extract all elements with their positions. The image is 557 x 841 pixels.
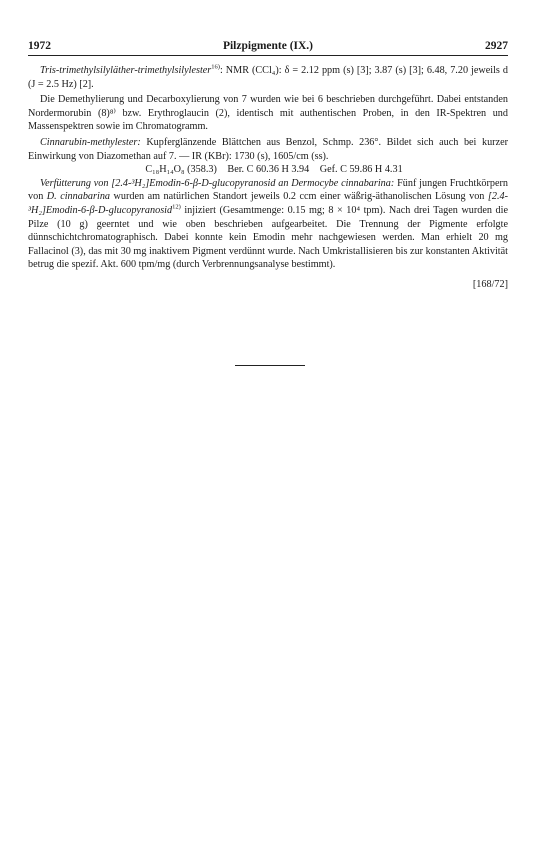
paragraph-demethylation	[28, 93, 508, 134]
paragraph-text: wurden am natürlichen Standort jeweils 0.2 ccm einer wäßrig-äthanolischen Lösung von	[110, 191, 488, 203]
molecular-formula: C₁₈H₁₄O₈ (358.3)	[145, 164, 217, 176]
elemental-analysis	[28, 163, 508, 177]
article-body	[28, 64, 508, 292]
paragraph-text: Die Demethylierung und Decarboxylierung von 7 wurden wie bei 6 beschrieben durchgeführt. Dabei entstanden Nordermorubin (8)⁸⁾ bzw. Erythroglaucin (2), identisch mit authentischen Proben, in den IR-Spektren und Massenspektren sowie im Chromatogramm.	[28, 94, 508, 133]
paragraph-methyl-ester	[28, 136, 508, 163]
paragraph-feeding-experiment	[28, 177, 508, 272]
reference-marker: 16)	[211, 63, 220, 71]
paragraph-text: Kupferglänzende Blättchen aus Benzol, Schmp. 236°. Bildet sich auch bei kurzer Einwirkung von Diazomethan auf 7. — IR (KBr): 1730 (s), 1605/cm (ss).	[28, 136, 508, 162]
compound-heading: Cinnarubin-methylester:	[40, 136, 141, 148]
found-values: Gef. C 59.86 H 4.31	[319, 164, 403, 176]
header-page-number: 2927	[484, 40, 508, 52]
experiment-heading: Verfütterung von [2.4-³H₂]Emodin-6-β-D-glucopyranosid an Dermocybe cinnabarina:	[40, 177, 395, 189]
paragraph-text: Fünf jungen Fruchtkörpern von	[28, 177, 509, 203]
species-name: D. cinnabarina	[46, 191, 111, 203]
calculated-values: Ber. C 60.36 H 3.94	[227, 164, 310, 176]
reference-marker: 12)	[172, 203, 181, 211]
header-title: Pilzpigmente (IX.)	[222, 40, 314, 52]
running-header	[28, 40, 508, 56]
manuscript-reference: [168/72]	[472, 278, 508, 290]
compound-heading: Tris-trimethylsilyläther-trimethylsilylester	[40, 65, 212, 76]
compound-name: [2.4-³H₂]Emodin-6-β-D-glucopyranosid	[28, 191, 508, 216]
paragraph-silyl-ester	[28, 64, 508, 91]
header-year: 1972	[28, 40, 51, 52]
paragraph-text: injiziert (Gesamtmenge: 0.15 mg; 8 × 10⁴ tpm). Nach drei Tagen wurden die Pilze (10 g) geerntet und wie oben beschrieben aufgearbeitet. Die Trennung der Pigmente erfolgte dünnschichtchromatographisch. Dabei konnte kein Emodin mehr nachgewiesen werden. Man erhielt 20 mg Fallacinol (3), das mit 30 mg inaktivem Pigment verdünnt wurde. Nach Umkristallisieren bis zur konstanten Aktivität betrug die spezif. Akt. 600 tpm/mg (durch Verbrennungsanalyse bestimmt).	[28, 204, 508, 271]
end-rule	[235, 365, 305, 366]
journal-page	[28, 40, 508, 292]
paragraph-text: : NMR (CCl₄): δ = 2.12 ppm (s) [3]; 3.87 (s) [3]; 6.48, 7.20 jeweils d (J = 2.5 Hz) [2].	[28, 65, 508, 90]
